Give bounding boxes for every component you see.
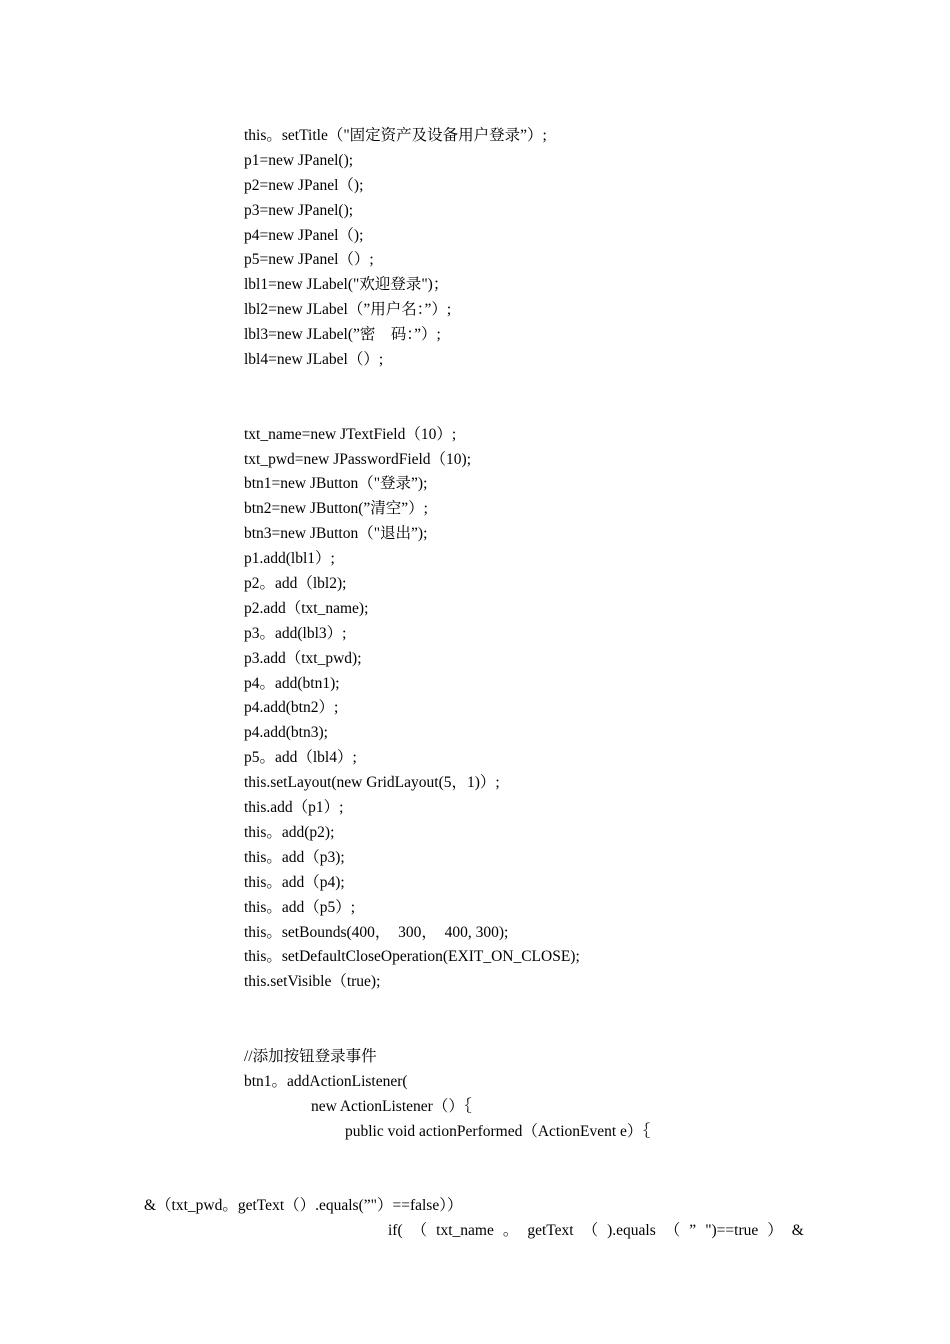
code-token: ” bbox=[689, 1222, 697, 1240]
code-line: lbl4=new JLabel（）; bbox=[244, 351, 384, 369]
code-token: & bbox=[791, 1222, 804, 1240]
code-line: p2.add（txt_name); bbox=[244, 599, 369, 617]
code-token: （ bbox=[664, 1222, 681, 1240]
code-line: lbl1=new JLabel("欢迎登录")； bbox=[244, 276, 449, 294]
code-line: p3。add(lbl3）; bbox=[244, 624, 347, 642]
code-comment: //添加按钮登录事件 bbox=[244, 1047, 377, 1065]
code-token: txt_name bbox=[436, 1222, 494, 1240]
code-line: this.setLayout(new GridLayout(5，1)）; bbox=[244, 774, 500, 792]
code-line: txt_name=new JTextField（10）; bbox=[244, 425, 457, 443]
code-line: btn1。addActionListener( bbox=[244, 1072, 408, 1090]
code-token: ） bbox=[767, 1222, 783, 1240]
code-line: this。setTitle（"固定资产及设备用户登录”）; bbox=[244, 127, 547, 144]
code-line: btn1=new JButton（"登录”); bbox=[244, 475, 428, 493]
code-token: getText bbox=[527, 1222, 574, 1240]
blank-line bbox=[0, 1145, 950, 1170]
code-line: p3=new JPanel(); bbox=[244, 201, 354, 219]
code-token: 。 bbox=[502, 1222, 519, 1240]
code-line: p2=new JPanel（); bbox=[244, 176, 364, 194]
code-line: p5=new JPanel（）; bbox=[244, 251, 374, 269]
code-line: p1.add(lbl1）; bbox=[244, 550, 335, 568]
code-line: this。add（p4); bbox=[244, 873, 345, 891]
code-line: this.add（p1）; bbox=[244, 799, 344, 817]
blank-line bbox=[0, 1020, 950, 1045]
code-line: this。add(p2); bbox=[244, 823, 335, 841]
code-line: this.setVisible（true); bbox=[244, 973, 381, 991]
code-line: btn2=new JButton(”清空”）; bbox=[244, 500, 428, 518]
code-line: p4。add(btn1); bbox=[244, 674, 340, 692]
code-line: this。setBounds(400， 300， 400, 300); bbox=[244, 923, 509, 941]
code-line: lbl2=new JLabel（”用户名：”）; bbox=[244, 301, 452, 319]
code-line: p5。add（lbl4）; bbox=[244, 749, 357, 767]
code-listing bbox=[0, 124, 950, 1240]
code-line: p4.add(btn2）; bbox=[244, 699, 339, 717]
code-token: ).equals bbox=[607, 1222, 656, 1240]
code-token: ")==true bbox=[705, 1222, 759, 1240]
code-line: p2。add（lbl2); bbox=[244, 575, 347, 593]
if-condition-line bbox=[388, 1219, 804, 1244]
blank-line bbox=[0, 995, 950, 1020]
code-line: lbl3=new JLabel(”密 码：”）; bbox=[244, 326, 441, 344]
blank-line bbox=[0, 398, 950, 423]
code-line: &（txt_pwd。getText（）.equals(”"）==false）） bbox=[144, 1197, 463, 1215]
code-line: txt_pwd=new JPasswordField（10); bbox=[244, 450, 472, 468]
code-line: btn3=new JButton（"退出”); bbox=[244, 525, 428, 543]
code-token: （ bbox=[582, 1222, 599, 1240]
code-line: p3.add（txt_pwd); bbox=[244, 649, 362, 667]
code-line: new ActionListener（）｛ bbox=[311, 1097, 472, 1115]
code-line: this。setDefaultCloseOperation(EXIT_ON_CLOSE); bbox=[244, 948, 580, 966]
code-line: public void actionPerformed（ActionEvent e）｛ bbox=[345, 1122, 651, 1140]
code-line: this。add（p5）; bbox=[244, 898, 356, 916]
code-token: if( bbox=[388, 1222, 403, 1240]
code-line: p4.add(btn3); bbox=[244, 724, 328, 742]
code-line: p1=new JPanel(); bbox=[244, 151, 354, 169]
blank-line bbox=[0, 373, 950, 398]
code-token: （ bbox=[411, 1222, 428, 1240]
code-line: this。add（p3); bbox=[244, 848, 345, 866]
code-line: p4=new JPanel（); bbox=[244, 226, 364, 244]
